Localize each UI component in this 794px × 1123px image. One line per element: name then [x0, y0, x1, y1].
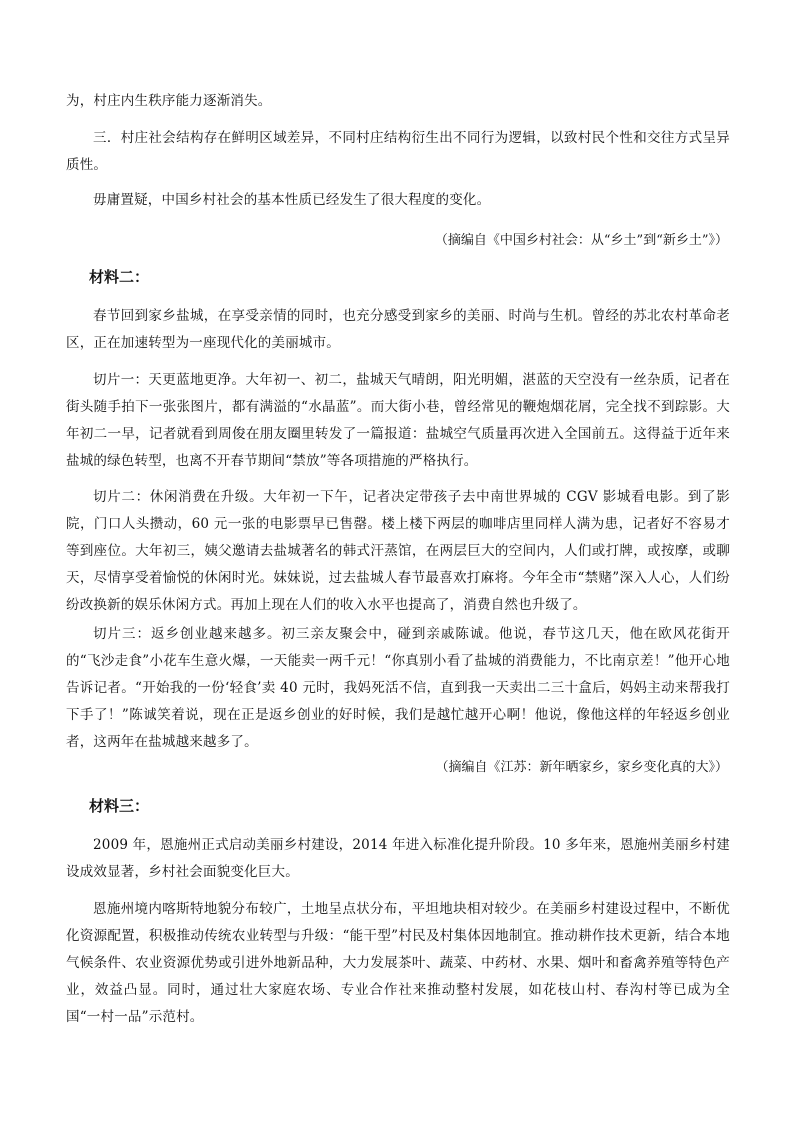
- paragraph-slice-three: 切片三：返乡创业越来越多。初三亲友聚会中，碰到亲戚陈诚。他说，春节这几天，他在欧风花街开的“飞沙走食”小花车生意火爆，一天能卖一两千元！“你真别小看了盐城的消费能力，不比南京差！”他开心地告诉记者。“开始我的一份‘轻食’卖 40 元时，我妈死活不信，直到我一天卖出二三十盒后，妈妈主动来帮我打下手了！”陈诚笑着说，现在正是返乡创业的好时候，我们是越忙越开心啊！他说，像他这样的年轻返乡创业者，这两年在盐城越来越多了。: [66, 626, 730, 750]
- paragraph-slice-one: 切片一：天更蓝地更净。大年初一、初二，盐城天气晴朗，阳光明媚，湛蓝的天空没有一丝杂质，记者在街头随手拍下一张张图片，都有满溢的“水晶蓝”。而大街小巷，曾经常见的鞭炮烟花屑，完全找不到踪影。大年初二一早，记者就看到周俊在朋友圈里转发了一篇报道：盐城空气质量再次进入全国前五。这得益于近年来盐城的绿色转型，也离不开春节期间“禁放”等各项措施的严格执行。: [66, 372, 730, 469]
- paragraph-intro-yancheng: 春节回到家乡盐城，在享受亲情的同时，也充分感受到家乡的美丽、时尚与生机。曾经的苏北农村革命老区，正在加速转型为一座现代化的美丽城市。: [66, 308, 730, 351]
- section-heading-material-2: 材料二：: [89, 268, 150, 286]
- paragraph-enshi-agriculture: 恩施州境内喀斯特地貌分布较广，土地呈点状分布，平坦地块相对较少。在美丽乡村建设过程中，不断优化资源配置，积极推动传统农业转型与升级：“能干型”村民及村集体因地制宜。推动耕作技术更新，结合本地气候条件、农业资源优势或引进外地新品种，大力发展茶叶、蔬菜、中药材、水果、烟叶和畜禽养殖等特色产业，效益凸显。同时，通过壮大家庭农场、专业合作社来推动整村发展，如花枝山村、春沟村等已成为全国“一村一品”示范村。: [66, 901, 730, 1025]
- paragraph-slice-two: 切片二：休闲消费在升级。大年初一下午，记者决定带孩子去中南世界城的 CGV 影城看电影。到了影院，门口人头攒动，60 元一张的电影票早已售罄。楼上楼下两层的咖啡店里同样人满为患，记者好不容易才等到座位。大年初三，姨父邀请去盐城著名的韩式汗蒸馆，在两层巨大的空间内，人们或打牌，或按摩，或聊天，尽情享受着愉悦的休闲时光。妹妹说，过去盐城人春节最喜欢打麻将。今年全市“禁赌”深入人心，人们纷纷改换新的娱乐休闲方式。再加上现在人们的收入水平也提高了，消费自然也升级了。: [66, 489, 730, 613]
- paragraph-continuation: 为，村庄内生秩序能力逐渐消失。: [66, 93, 272, 109]
- source-citation-1: （摘编自《中国乡村社会：从“乡土”到“新乡土”》）: [434, 233, 728, 248]
- source-citation-2: （摘编自《江苏：新年晒家乡，家乡变化真的大》）: [435, 760, 728, 775]
- paragraph-point-three: 三．村庄社会结构存在鲜明区域差异，不同村庄结构衍生出不同行为逻辑，以致村民个性和交往方式呈异质性。: [66, 130, 730, 173]
- paragraph-enshi-intro: 2009 年，恩施州正式启动美丽乡村建设，2014 年进入标准化提升阶段。10 多年来，恩施州美丽乡村建设成效显著，乡村社会面貌变化巨大。: [66, 837, 730, 880]
- paragraph-conclusion: 毋庸置疑，中国乡村社会的基本性质已经发生了很大程度的变化。: [93, 192, 491, 208]
- section-heading-material-3: 材料三：: [89, 797, 150, 815]
